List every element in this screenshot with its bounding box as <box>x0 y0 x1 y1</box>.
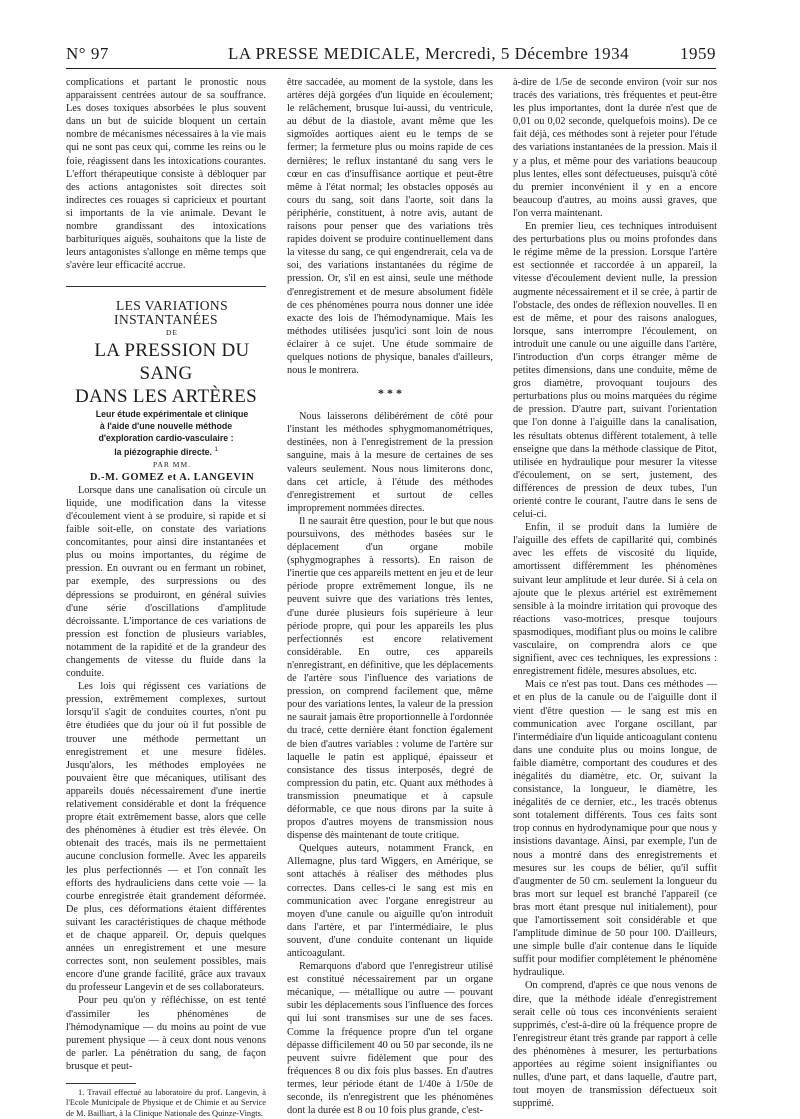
article-heading <box>66 299 266 483</box>
article-subtitle <box>66 408 266 458</box>
column-left <box>66 76 266 1119</box>
column-middle <box>287 76 493 1117</box>
paragraph: Les lois qui régissent ces variations de pression, extrêmement complexes, surtout lorsqu'il s'agit de conduites courtes, n'ont pu être étudiées que du jour où il fut possible de trouver une méthode permettant un enregistrement et une mesure fidèles. Jusqu'alors, les méthodes employées ne pouvaient être que mécaniques, utilisant des appareils doués nécessairement d'une inertie relativement considérable et dont la fréquence propre était extrêmement basse, alors que celle des phénomènes à étudier est très élevée. On obtenait des tracés, mais ils ne permettaient aucune conclusion formelle. Avec les appareils les plus perfectionnés — et l'on connaît les efforts des hydrauliciens dans cette voie — la courbe enregistrée était grandement déformée. De plus, ces déformations étaient différentes suivant les caractéristiques de chaque méthode et de chaque appareil. Or, depuis quelques années un enregistrement et une mesure correctes sont, non seulement possibles, mais encore d'une grande facilité, grâce aux travaux du professeur Langevin et de ses collaborateurs. <box>66 681 266 994</box>
issue-number: N° 97 <box>66 44 109 63</box>
byline-par: PAR MM. <box>153 459 191 469</box>
article-title-line1: LA PRESSION DU SANG <box>94 339 250 384</box>
paragraph: On comprend, d'après ce que nous venons de dire, que la méthode idéale d'enregistrement serait celle où tous ces inconvénients seraient supprimés, c'est-à-dire où la fréquence propre de l'enregistreur étant très grande par rapport à celle des phénomènes à mesurer, les perturbations apportées au régime soient insignifiantes ou nulles, d'une part, et dans laquelle, d'autre part, tout moyen de transmission défectueux soit supprimé. <box>513 980 717 1110</box>
article-title <box>66 339 266 408</box>
article-kicker: LES VARIATIONS INSTANTANÉES <box>114 298 228 327</box>
page-number: 1959 <box>680 44 716 63</box>
subtitle-line: à l'aide d'une nouvelle méthode <box>99 420 233 431</box>
journal-title: LA PRESSE MEDICALE, Mercredi, 5 Décembre 1934 <box>228 44 630 63</box>
article-kicker-de: DE <box>166 327 178 337</box>
paragraph: complications et partant le pronostic nous apparaissent centrées autour de sa souffrance. Les doses toxiques absorbées le plus souvent dans un but de suicide bloquent un certain nombre de mécanismes nécessaires à la vie mais qui ne sont pas ceux qui, comme les reins ou le foie, réagissent dans les intoxications courantes. L'effort thérapeutique consiste à débloquer par des actions antagonistes soit directes soit indirectes ces rouages si capricieux et pourtant si importants de la vie animale. Devant le nombre grandissant des intoxications barbituriques aiguës, souhaitons que la liste de leurs antagonistes s'allonge en même temps que s'avère leur efficacité accrue. <box>66 77 266 272</box>
paragraph: En premier lieu, ces techniques introduisent des perturbations plus ou moins profondes dans le régime même de la pression. Lorsque l'artère est sectionnée et raccordée à un appareil, la vitesse d'écoulement devient nulle, la pression augmente nécessairement et il se crée, à partir de l'obstacle, des ondes de réflexion nouvelles. Il en est de même, et pour des raisons analogues, lorsque, sans interrompre l'écoulement, on introduit une canule ou une aiguille dans l'artère, l'introduction d'un corps étranger même de petites dimensions, dans une conduite, même de gros diamètre, provoquant toujours des perturbations plus ou moins marquées du régime de pression. D'autre part, suivant l'orientation que l'on donne à l'aiguille dans la canalisation, les résultats obtenus diffèrent totalement, à telle enseigne que dans la méthode classique de Pitot, utilisée en hydraulique pour mesurer la vitesse d'écoulement, on se sert, justement, des différences de pression de deux tubes, l'un orienté contre le courant, l'autre dans le sens de celui-ci. <box>513 221 717 521</box>
section-break-stars: * * * <box>378 386 402 401</box>
article-title-line2: DANS LES ARTÈRES <box>74 385 258 407</box>
paragraph: Enfin, il se produit dans la lumière de l'aiguille des effets de capillarité qui, combinés avec les effets de viscosité du liquide, amortissent différemment les phénomènes suivant leur amplitude et leur durée. Si à cela on ajoute que le plexus artériel est extrêmement sensible à la moindre irritation qui provoque des réactions vaso-motrices, presque toujours spasmodiques, modifiant plus ou moins le calibre vasculaire, on comprendra alors ce que signifient, avec ces techniques, les expressions : enregistrement fidèle, mesures absolues, etc. <box>513 522 717 678</box>
subtitle-line: d'exploration cardio-vasculaire : <box>98 432 234 443</box>
paragraph: Lorsque dans une canalisation où circule un liquide, une modification dans la vitesse d'écoulement vient à se produire, si rapide et si faible soit-elle, on constate des variations concomitantes, pour ainsi dire instantanées et plus ou moins importantes, du régime de pression. En ouvrant ou en fermant un robinet, par exemple, des surpressions ou des dépressions se produiront, en général suivies d'une série d'oscillations d'amplitude décroissante. L'importance de ces variations de pression est fonction de plusieurs variables, notamment de la rapidité et de la grandeur des changements de vitesse du fluide dans la conduite. <box>66 484 266 680</box>
paragraph: Mais ce n'est pas tout. Dans ces méthodes — et en plus de la canule ou de l'aiguille dont il vient d'être question — le sang est mis en communication avec l'organe oscillant, par l'intermédiaire d'un liquide anticoagulant contenu dans une conduite plus ou moins longue, de faible diamètre, comportant des coudures et des inégalités du diamètre, etc. Or, suivant la consistance, la longueur, le diamètre, les inégalités de ce dernier, etc., les tracés obtenus sont totalement différents. Tous ces faits sont trop connus en hydrodynamique pour que nous y insistions davantage. Ainsi, par exemple, l'un de nous a montré dans des enregistrements et mesures sur les coups de bélier, qu'il suffit d'augmenter de 50 cm. seulement la longueur du bras mort sur lequel est branché l'appareil (ce bras mort étant presque nul initialement), pour que l'amortissement soit considérable et que l'amplitude diminue de 50 pour 100. D'ailleurs, une simple bulle d'air contenue dans le liquide suffit pour modifier complètement le phénomène hydraulique. <box>513 679 717 979</box>
paragraph: Nous laisserons délibérément de côté pour l'instant les méthodes sphygmomanométriques, destinées, non à l'enregistrement de la pression sanguine, mais à la mesure de certaines de ses valeurs seulement. Nous nous limiterons donc, dans cet article, à l'étude des méthodes d'enregistrement et surtout de celles improprement nommées directes. <box>287 411 493 514</box>
paragraph: Quelques auteurs, notamment Franck, en Allemagne, plus tard Wiggers, en Amérique, se sont attachés à réaliser des méthodes plus correctes. Dans celles-ci le sang est mis en communication avec l'organe enregistreur au moyen d'une canule ou aiguille qu'on introduit dans l'artère, et par l'intermédiaire, le plus souvent, d'une conduite contenant un liquide anticoagulant. <box>287 843 493 959</box>
subtitle-line: Leur étude expérimentale et clinique <box>95 408 249 419</box>
subtitle-line: la piézographie directe. <box>114 446 212 457</box>
footnote-mark: 1 <box>214 446 218 453</box>
paragraph: à-dire de 1/5e de seconde environ (voir sur nos tracés des variations, très fréquentes et peut-être les plus importantes, dont la durée n'est que de 0,01 ou 0,02 seconde, quelquefois moins). De ce fait déjà, ces méthodes sont à rejeter pour l'étude des variations instantanées de la pression. Mais il y a plus, et même pour des variations beaucoup plus lentes, elles sont défectueuses, puisqu'à côté du premier inconvénient il y en a encore beaucoup d'autres, au moins aussi graves, que l'on verra maintenant. <box>513 77 717 219</box>
page-header <box>66 40 716 69</box>
column-right <box>513 76 717 1110</box>
paragraph: Pour peu qu'on y réfléchisse, on est tenté d'assimiler les phénomènes de l'hémodynamique — du moins au point de vue purement physique — à ceux dont nous venons de parler. La pénétration du sang, de façon brusque et peut- <box>66 995 266 1072</box>
article-authors: D.-M. GOMEZ et A. LANGEVIN <box>89 471 255 483</box>
article-divider <box>66 286 266 287</box>
footnote: 1. Travail effectué au laboratoire du prof. Langevin, à l'Ecole Municipale de Physique et de Chimie et au Service de M. Bailliart, à la Clinique Nationale des Quinze-Vingts. <box>66 1088 266 1118</box>
paragraph: Remarquons d'abord que l'enregistreur utilisé est constitué nécessairement par un organe mécanique, — métallique ou autre — pouvant subir les déplacements sous l'influence des forces qui lui sont transmises sur une de ses faces. Comme la fréquence propre d'un tel organe dépasse difficilement 40 ou 50 par seconde, ils ne peuvent suivre fidèlement que pour des fréquences 8 ou dix fois plus basses. En d'autres termes, leur période étant de 1/40e à 1/50e de seconde, ils n'enregistrent que les phénomènes dont la durée est 8 ou 10 fois plus grande, c'est- <box>287 961 493 1117</box>
paragraph: Il ne saurait être question, pour le but que nous poursuivons, des méthodes basées sur le déplacement d'un organe mobile (sphygmographes à ressorts). En raison de l'inertie que ces appareils mettent en jeu et de leur période propre extrêmement longue, ils ne peuvent suivre que des variations très lentes, d'une durée plusieurs fois supérieure à leur période propre, qui pour les appareils les plus perfectionnés est encore relativement considérable. En outre, ces appareils n'enregistrant, en définitive, que les déplacements de l'artère sous l'influence des variations de pression, on comprend facilement que, même pour des variations lentes, la valeur de la pression ne saurait jamais être proportionnelle à l'ordonnée du tracé, cette dernière étant fonction également de bien d'autres variables : volume de l'artère sur laquelle le patin est appliqué, épaisseur et consistance des tissus interposés, degré de compression du patin, etc. Quant aux méthodes à transmission pneumatique et à capsule déformable, ce que nous dirons par la suite à propos d'autres moyens de transmission nous dispense dès maintenant de toute critique. <box>287 515 493 842</box>
footnote-divider <box>66 1083 136 1084</box>
paragraph: être saccadée, au moment de la systole, dans les artères déjà gorgées d'un liquide en écoulement; le relâchement, brusque lui-aussi, du ventricule, au début de la diastole, avant même que les sigmoïdes aortiques aient eu le temps de se fermer; la fermeture plus ou moins rapide de ces dernières; le reflux instantané du sang vers le cœur en cas d'insuffisance aortique et peut-être même à l'état normal; les obstacles opposés au cours du sang, soit dans l'aorte, soit dans la périphérie, constituent, à notre avis, autant de raisons pour penser que des variations très rapides doivent se produire continuellement dans la vitesse du sang, ce qui engendrerait, cela va de soi, des variations instantanées du régime de pression. Or, s'il en est ainsi, seule une méthode d'enregistrement et de mesure absolument fidèle de ces phénomènes pourra nous donner une idée exacte des lois de l'hémodynamique. Mais les méthodes utilisées jusqu'ici sont loin de nous éclairer à ce sujet. Une étude sommaire de quelques notions de physique, banales d'ailleurs, nous le montrera. <box>287 77 493 377</box>
